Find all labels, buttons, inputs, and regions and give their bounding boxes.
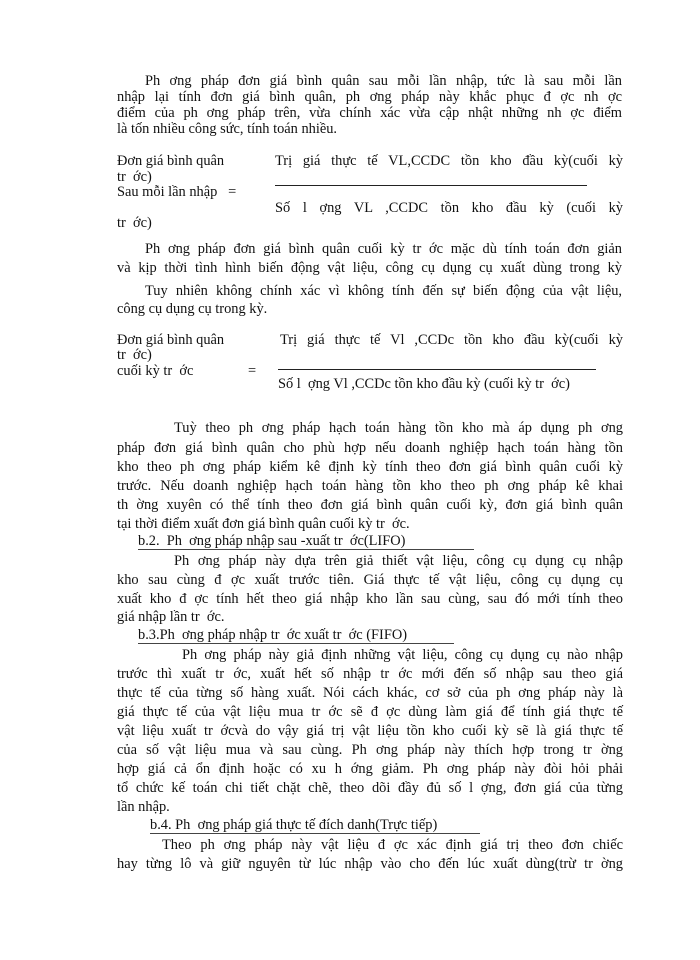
formula2-left-1: Đơn giá bình quân [117,332,225,348]
formula2-left-2: tr ớc) [117,347,152,363]
p5-line-4: giá thực tế của vật liệu mua tr ớc sẽ đ ợc dùng làm giá để tính giá thực tế [117,704,623,720]
heading-b2-underline [138,549,474,550]
p2-line-3: Tuy nhiên không chính xác vì không tính đến sự biến động của vật liệu, [145,283,622,299]
p2-line-1: Ph ơng pháp đơn giá bình quân cuối kỳ tr ớc mặc dù tính toán đơn giản [145,241,622,257]
heading-b4-underline [150,833,480,834]
p4-line-1: Ph ơng pháp này dựa trên giả thiết vật liệu, công cụ dụng cụ nhập [174,553,623,569]
formula1-tail: tr ớc) [117,215,152,231]
p5-line-2: trước thì xuất tr ớc, xuất hết số nhập tr ớc mới đến số nhập sau theo giá [117,666,623,682]
p6-line-2: hay từng lô và giữ nguyên từ lúc nhập vào cho đến lúc xuất dùng(trừ tr ờng [117,856,623,872]
heading-b3: b.3.Ph ơng pháp nhập tr ớc xuất tr ớc (FIFO) [138,627,408,643]
heading-b4: b.4. Ph ơng pháp giá thực tế đích danh(Trực tiếp) [150,817,438,833]
p5-line-7: hợp giá cả ổn định hoặc có xu h ớng giảm. Ph ơng pháp này đòi hỏi phải [117,761,623,777]
formula2-denominator: Số l ợng Vl ,CCDc tồn kho đầu kỳ (cuối kỳ tr ớc) [278,376,570,392]
p1-line-2: nhập lại tính đơn giá bình quân, ph ơng pháp này khắc phục đ ợc nh ợc [117,89,622,105]
heading-b3-underline [138,643,454,644]
p5-line-8: tổ chức kế toán chi tiết chặt chẽ, theo dõi đầy đủ số l ợng, đơn giá của từng [117,780,623,796]
p5-line-6: của số vật liệu mua và sau cùng. Ph ơng pháp này thích hợp trong tr ờng [117,742,623,758]
p5-line-9: lần nhập. [117,799,170,815]
p3-line-5: th ờng xuyên có thể tính theo đơn giá bình quân cuối kỳ, đơn giá bình quân [117,497,623,513]
p4-line-4: giá nhập lần tr ớc. [117,609,225,625]
p3-line-4: trước. Nếu doanh nghiệp hạch toán hàng tồn kho theo ph ơng pháp kê khai [117,478,623,494]
p3-line-6: tại thời điểm xuất đơn giá bình quân cuối kỳ tr ớc. [117,516,410,532]
formula2-numerator: Trị giá thực tế Vl ,CCDc tồn kho đầu kỳ(cuối kỳ [280,332,623,348]
formula1-left-3: Sau mỗi lần nhập = [117,184,237,200]
formula1-left-1: Đơn giá bình quân [117,153,225,169]
p5-line-3: thực tế của từng số hàng xuất. Nói cách khác, cơ sở của ph ơng pháp này là [117,685,623,701]
formula2-equals: = [248,363,257,379]
p5-line-1: Ph ơng pháp này giả định những vật liệu, công cụ dụng cụ nào nhập [182,647,623,663]
formula2-left-3: cuối kỳ tr ớc [117,363,194,379]
p1-line-4: là tốn nhiều công sức, tính toán nhiều. [117,121,338,137]
heading-b2: b.2. Ph ơng pháp nhập sau -xuất tr ớc(LIFO) [138,533,406,549]
formula1-denominator: Số l ợng VL ,CCDC tồn kho đầu kỳ (cuối kỳ [275,200,623,216]
p1-line-1: Ph ơng pháp đơn giá bình quân sau mỗi lần nhập, tức là sau mỗi lần [145,73,622,89]
formula2-fraction-bar [278,369,596,370]
p2-line-4: công cụ dụng cụ trong kỳ. [117,301,268,317]
p1-line-3: điểm của ph ơng pháp trên, vừa chính xác vừa cập nhật những nh ợc điểm [117,105,622,121]
p3-line-3: kho theo ph ơng pháp kiểm kê định kỳ tính theo đơn giá bình quân cuối kỳ [117,459,623,475]
p5-line-5: vật liệu xuất tr ớcvà do vậy giá trị vật liệu tồn kho cuối kỳ sẽ là giá thực tế [117,723,623,739]
formula1-numerator: Trị giá thực tế VL,CCDC tồn kho đầu kỳ(cuối kỳ [275,153,623,169]
p4-line-2: kho sau cùng đ ợc xuất trước tiên. Giá thực tế vật liệu, công cụ dụng cụ [117,572,623,588]
formula1-left-2: tr ớc) [117,169,152,185]
formula1-fraction-bar [275,185,587,186]
p3-line-1: Tuỳ theo ph ơng pháp hạch toán hàng tồn kho mà áp dụng ph ơng [174,420,623,436]
p4-line-3: xuất kho đ ợc tính hết theo giá nhập kho lần sau cùng, sau đó mới tính theo [117,591,623,607]
p2-line-2: và kịp thời tình hình biến động vật liệu, công cụ dụng cụ xuất dùng trong kỳ [117,260,622,276]
p6-line-1: Theo ph ơng pháp này vật liệu đ ợc xác định giá trị theo đơn chiếc [162,837,623,853]
p3-line-2: pháp đơn giá bình quân cho phù hợp nếu doanh nghiệp hạch toán hàng tồn [117,440,623,456]
